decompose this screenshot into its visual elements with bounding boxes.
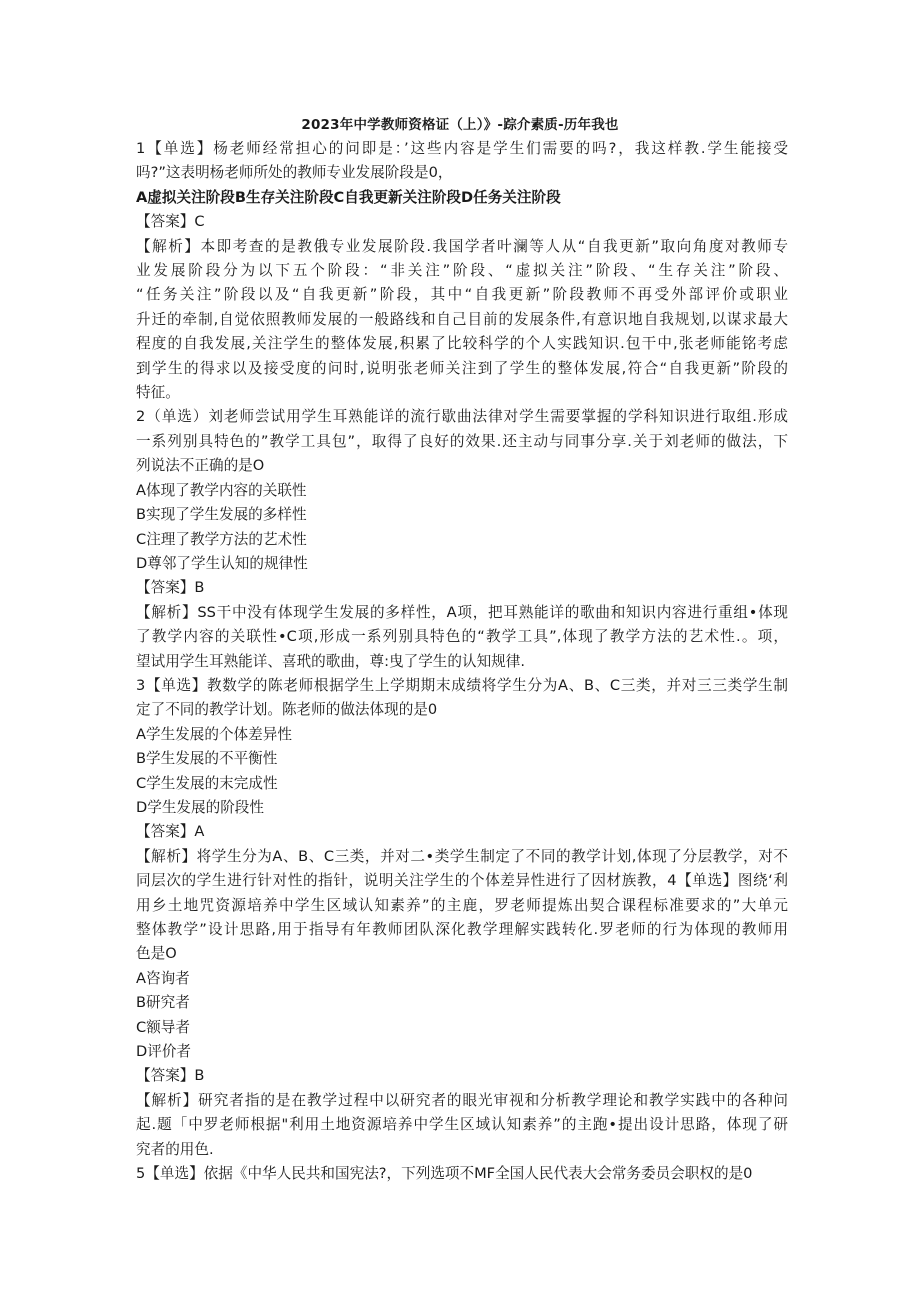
question-2-stem-line-3: 列说法不正确的是O bbox=[136, 457, 265, 475]
question-1-analysis-line-2: 业发展阶段分为以下五个阶段：“非关注”阶段、“虚拟关注”阶段、“生存关注”阶段、 bbox=[136, 262, 788, 280]
question-2-answer: 【答案】B bbox=[136, 579, 205, 597]
question-4-stem-line-3: 色是O bbox=[136, 945, 177, 963]
question-4-analysis-line-1: 【解析】研究者指的是在教学过程中以研究者的眼光审视和分析教学理论和教学实践中的各种问 bbox=[136, 1091, 788, 1109]
question-1-stem-line-1: 1【单选】杨老师经常担心的问即是：’这些内容是学生们需要的吗?，我这样教.学生能接受 bbox=[136, 140, 788, 157]
question-4-analysis-line-2: 起.题「中罗老师根据"利用土地资源培养中学生区域认知素养”的主跑•提出设计思路，体现了研 bbox=[136, 1116, 788, 1134]
document-body bbox=[136, 137, 788, 1186]
question-3-option-b: B学生发展的不平衡性 bbox=[136, 750, 278, 768]
question-3-option-d: D学生发展的阶段性 bbox=[136, 798, 264, 816]
question-3-analysis-line-1: 【解析】将学生分为A、B、C三类，并对二•类学生制定了不同的教学计划,体现了分层教学，对不 bbox=[136, 847, 788, 865]
question-4-stem-line-1: 用乡土地咒资源培养中学生区域认知素养”的主鹿，罗老师提炼出契合课程标准要求的”大单元 bbox=[136, 896, 788, 914]
question-3-option-c: C学生发展的末完成性 bbox=[136, 774, 278, 792]
question-1-options: A虚拟关注阶段B生存关注阶段C自我更新关注阶段D任务关注阶段 bbox=[136, 188, 561, 206]
question-2-option-c: C注理了教学方法的艺术性 bbox=[136, 530, 307, 548]
question-3-stem-line-1: 3【单选】教数学的陈老师根据学生上学期期末成绩将学生分为A、B、C三类，并对三三类学生制 bbox=[136, 676, 788, 694]
question-2-stem-line-1: 2（单选）刘老师尝试用学生耳熟能详的流行歇曲法律对学生需要掌握的学科知识进行取组.形成 bbox=[136, 408, 788, 426]
question-4-option-d: D评价者 bbox=[136, 1043, 192, 1061]
question-3-analysis-line-2: 同层次的学生进行针对性的指针，说明关注学生的个体差异性进行了因材族教，4【单选】图绕‘利 bbox=[136, 872, 788, 890]
question-4-option-b: B研究者 bbox=[136, 994, 190, 1012]
question-1-analysis-line-4: 升迁的牵制,自觉依照教师发展的一般路线和自己目前的发展条件,有意识地自我规划,以谋求最大 bbox=[136, 310, 788, 328]
question-1-analysis-line-6: 到学生的得求以及接受度的问时,说明张老师关注到了学生的整体发展,符合“自我更新”阶段的 bbox=[136, 359, 788, 377]
question-1-analysis-line-7: 特征。 bbox=[136, 384, 180, 402]
question-4-analysis-line-3: 究者的用色. bbox=[136, 1140, 214, 1158]
question-3-answer: 【答案】A bbox=[136, 823, 205, 841]
question-2-analysis-line-1: 【解析】SS干中没有体现学生发展的多样性，A项，把耳熟能详的歌曲和知识内容进行重组•体现 bbox=[136, 603, 788, 621]
question-4-stem-line-2: 整体教学”设计思路,用于指导有年教师团队深化教学理解实践转化.罗老师的行为体现的教师用 bbox=[136, 921, 788, 938]
question-4-option-a: A咨询者 bbox=[136, 969, 190, 987]
question-1-stem-line-2: 吗?”这表明杨老师所处的教师专业发展阶段是0， bbox=[136, 164, 453, 182]
document-title: 2023年中学教师资格证（上）》-踪介素质-历年我也 bbox=[301, 117, 619, 133]
question-4-answer: 【答案】B bbox=[136, 1067, 205, 1085]
question-1-analysis-line-1: 【解析】本即考查的是教俄专业发展阶段.我国学者叶澜等人从“自我更新”取向角度对教师专 bbox=[136, 237, 788, 255]
question-2-option-d: D尊邻了学生认知的规律性 bbox=[136, 554, 308, 572]
question-3-stem-line-2: 定了不同的教学计划。陈老师的做法体现的是0 bbox=[136, 701, 438, 719]
question-1-analysis-line-3: “任务关注”阶段以及“自我更新”阶段，其中“自我更新”阶段教师不再受外部评价或职业 bbox=[136, 286, 788, 304]
question-5-stem-line-1: 5【单选】依据《中华人民共和国宪法?，下列选项不MF全国人民代表大会常务委员会职权的是0 bbox=[136, 1165, 753, 1183]
question-2-analysis-line-2: 了教学内容的关联性•C项,形成一系列别具特色的“教学工具”,体现了教学方法的艺术性.。项， bbox=[136, 628, 788, 646]
question-1-analysis-line-5: 程度的自我发展,关注学生的整体发展,积累了比较科学的个人实践知识.包干中,张老师能铭考虑 bbox=[136, 335, 788, 353]
question-2-option-b: B实现了学生发展的多样性 bbox=[136, 506, 307, 524]
question-4-option-c: C额导者 bbox=[136, 1018, 190, 1036]
question-3-option-a: A学生发展的个体差异性 bbox=[136, 725, 292, 743]
question-2-stem-line-2: 一系列别具特色的”教学工具包”，取得了良好的效果.还主动与同事分享.关于刘老师的做法，下 bbox=[136, 432, 788, 450]
question-2-option-a: A体现了教学内容的关联性 bbox=[136, 481, 307, 499]
question-1-answer: 【答案】C bbox=[136, 213, 205, 231]
question-2-analysis-line-3: 望试用学生耳熟能详、喜玳的歌曲，尊:曳了学生的认知规律. bbox=[136, 652, 525, 670]
